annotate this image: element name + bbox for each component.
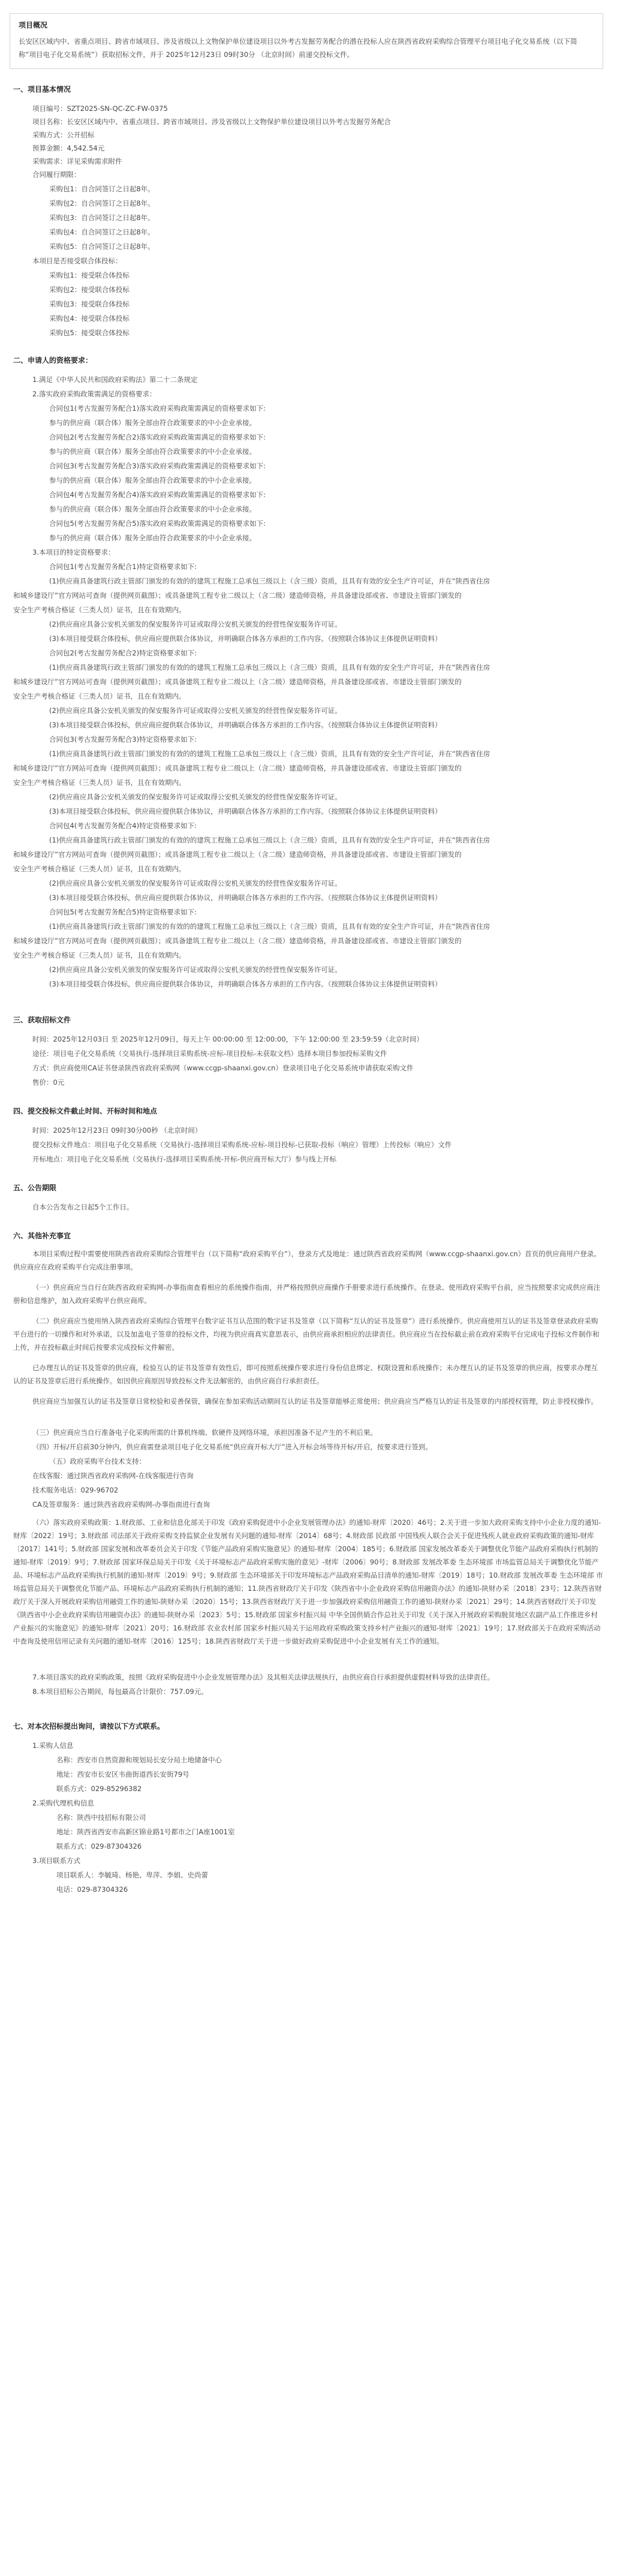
qualification-line: (2)供应商应具备公安机关颁发的保安服务许可证或取得公安机关颁发的经营性保安服务许可证。 (49, 793, 342, 801)
other-matters-paragraph: （一）供应商应当自行在陕西省政府采购网-办事指南查看相应的系统操作指南，并严格按照供应商操作手册要求进行系统操作。在登录、使用政府采购平台前，应当按照要求完成供应商注册和信息维护，加入政府采购平台供应商库。 (13, 1283, 601, 1305)
qualification-line: 2.落实政府采购政策需满足的资格要求： (32, 390, 156, 398)
procurement-policy-paragraph: （六）落实政府采购政策：1.财政部、工业和信息化部关于印发《政府采购促进中小企业发展管理办法》的通知-财库〔2020〕46号；2.关于进一步加大政府采购支持中小企业力度的通知-财库〔2022〕19号；3.财政部 司法部关于政府采购支持监狱企业发展有关问题的通知-财库〔2014〕68号；4.财政部 民政部 中国残疾人联合会关于促进残疾人就业政府采购政策的通知-财库〔2017〕141号；5.财政部 国家发展和改革委员会关于印发《节能产品政府采购实施意见》的通知-财库〔2004〕185号；6.财政部 国家发展改革委关于调整优化节能产品政府采购执行机制的通知-财库〔2019〕9号；7.财政部 国家环保总局关于印发《关于环境标志产品政府采购实施的意见》-财库〔2006〕90号；8.财政部 发展改革委 生态环境部 市场监管总局关于调整优化节能产品、环境标志产品政府采购执行机制的通知-财库〔2019〕9号；9.财政部 生态环境部关于印发环境标志产品政府采购品目清单的通知-财库〔2019〕18号；10.财政部 发展改革委 生态环境部 市场监管总局关于调整优化节能产品、环境标志产品政府采购执行机制的通知；11.陕西省财政厅关于印发《陕西省中小企业政府采购信用融资办法》的通知-陕财办采〔2018〕23号；12.陕西省财政厅关于深入开展政府采购信用融资工作的通知-陕财办采〔2020〕15号；13.陕西省财政厅关于进一步加强政府采购信用融资工作的通知-陕财办采〔2021〕29号；14.陕西省财政厅关于印发《陕西省中小企业政府采购信用融资办法》的通知-陕财办采〔2023〕5号；15.财政部 国家乡村振兴局 中华全国供销合作总社关于印发《关于深入开展政府采购脱贫地区农副产品工作推进乡村产业振兴的实施意见》的通知-财库〔2021〕20号；16.财政部 农业农村部 国家乡村振兴局关于运用政府采购政策支持乡村产业振兴的通知-财库〔2021〕19号；17.财政部关于在政府采购活动中查询及使用信用记录有关问题的通知-财库〔2016〕125号；18.陕西省财政厅关于进一步做好政府采购促进中小企业发展有关工作的通知。 (13, 1518, 603, 1645)
consortium-label: 本项目是否接受联合体投标： (32, 257, 122, 265)
other-matters-line: CA及签章服务：通过陕西省政府采购网-办事指南进行查询 (32, 1500, 210, 1509)
contract-period-item: 采购包5：自合同签订之日起8年。 (49, 242, 155, 251)
qualification-line: (1)供应商具备建筑行政主管部门颁发的有效的的建筑工程施工总承包三级以上（含三级）资质，且具有有效的安全生产许可证，并在“陕西省住房 (49, 922, 490, 931)
qualification-line: (3)本项目接受联合体投标，供应商应提供联合体协议，并明确联合体各方承担的工作内容。（按照联合体协议主体提供证明资料） (49, 721, 442, 729)
contract-period-label: 合同履行期限： (32, 170, 81, 179)
project-number: 项目编号：SZT2025-SN-QC-ZC-FW-0375 (32, 104, 168, 113)
consortium-item: 采购包1：接受联合体投标 (49, 271, 130, 279)
agency-address: 地址：陕西省西安市高新区锦业路1号都市之门A座1001室 (56, 1828, 235, 1836)
section-deadline-title: 四、提交投标文件截止时间、开标时间和地点 (13, 1107, 158, 1115)
qualification-line: 1.满足《中华人民共和国政府采购法》第二十二条规定 (32, 375, 198, 384)
project-name: 项目名称：长安区区域内中、省重点项目、跨省市域项目、涉及省级以上文物保护单位建设项目以外考古发掘劳务配合 (32, 118, 391, 126)
qualification-line: 合同包3(考古发掘劳务配合3)特定资格要求如下: (49, 735, 197, 744)
qualification-line: (3)本项目接受联合体投标，供应商应提供联合体协议，并明确联合体各方承担的工作内容。（按照联合体协议主体提供证明资料） (49, 807, 442, 815)
obtain-price: 售价：0元 (32, 1078, 65, 1087)
qualification-line: 安全生产考核合格证（三类人员）证书，且在有效期内。 (13, 865, 186, 873)
qualification-line: (1)供应商具备建筑行政主管部门颁发的有效的的建筑工程施工总承包三级以上（含三级）资质，且具有有效的安全生产许可证，并在“陕西省住房 (49, 663, 490, 672)
project-overview-text: 长安区区域内中、省重点项目、跨省市域项目、涉及省级以上文物保护单位建设项目以外考古发掘劳务配合的潜在投标人应在陕西省政府采购综合管理平台项目电子化交易系统（以下简称“项目电子化交易系统”）获取招标文件，并于 2025年12月23日 09时30分 （北京时间）前递交投标文件。 (19, 37, 577, 59)
agency-heading: 2.采购代理机构信息 (32, 1799, 94, 1807)
qualification-line: 参与的供应商（联合体）服务全部由符合政策要求的中小企业承接。 (49, 505, 256, 513)
qualification-line: 安全生产考核合格证（三类人员）证书，且在有效期内。 (13, 606, 186, 614)
qualification-line: 参与的供应商（联合体）服务全部由符合政策要求的中小企业承接。 (49, 447, 256, 456)
agency-phone: 联系方式：029-87304326 (56, 1842, 142, 1850)
bid-opening-location: 开标地点：项目电子化交易系统（交易执行-选择项目采购系统-开标-供应商开标大厅）参与线上开标 (32, 1155, 336, 1163)
consortium-item: 采购包2：接受联合体投标 (49, 285, 130, 294)
other-matters-line: （三）供应商应当自行准备电子化采购所需的计算机终端、软硬件及网络环境，承担因准备不足产生的不利后果。 (32, 1428, 377, 1437)
other-matters-paragraph: 已办理互认的证书及签章的供应商，检验互认的证书及签章有效性后，即可按照系统操作要求进行身份信息绑定、权限设置和系统操作；未办理互认的证书及签章的供应商，按要求办理互认的证书及签章后进行系统操作。如因供应商原因导致投标文件无法解密的，由供应商自行承担责任。 (13, 1364, 598, 1385)
qualification-line: (1)供应商具备建筑行政主管部门颁发的有效的的建筑工程施工总承包三级以上（含三级）资质，且具有有效的安全生产许可证，并在“陕西省住房 (49, 577, 490, 585)
qualification-line: 合同包5(考古发掘劳务配合5)落实政府采购政策需满足的资格要求如下: (49, 519, 266, 528)
qualification-line: 参与的供应商（联合体）服务全部由符合政策要求的中小企业承接。 (49, 419, 256, 427)
project-overview-box (10, 13, 603, 69)
agency-name: 名称：陕西中技招标有限公司 (56, 1813, 146, 1822)
purchaser-address: 地址：西安市长安区韦曲街道西长安街79号 (56, 1770, 189, 1778)
qualification-line: (3)本项目接受联合体投标，供应商应提供联合体协议，并明确联合体各方承担的工作内容。（按照联合体协议主体提供证明资料） (49, 893, 442, 902)
obtain-channel: 途径：项目电子化交易系统（交易执行-选择项目采购系统-应标-项目投标-未获取文档）选择本项目参加投标采购文件 (32, 1049, 387, 1058)
purchaser-phone: 联系方式：029-85296382 (56, 1784, 142, 1793)
qualification-line: 和城乡建设厅”官方网站可查询（提供网页截图）；或具备建筑工程专业二级以上（含二级）建造师资格，并具备建设部或省、市建设主管部门颁发的 (13, 678, 462, 686)
qualification-line: 安全生产考核合格证（三类人员）证书，且在有效期内。 (13, 778, 186, 787)
purchaser-name: 名称：西安市自然资源和规划局长安分局土地储备中心 (56, 1756, 222, 1764)
qualification-line: 和城乡建设厅”官方网站可查询（提供网页截图）；或具备建筑工程专业二级以上（含二级）建造师资格，并具备建设部或省、市建设主管部门颁发的 (13, 850, 462, 859)
qualification-line: 3.本项目的特定资格要求： (32, 548, 115, 556)
other-matters-line: （四）开标/开启前30分钟内，供应商需登录项目电子化交易系统“供应商开标大厅”进入开标会场等待开标/开启，按要求进行签到。 (32, 1443, 432, 1451)
qualification-line: 合同包2(考古发掘劳务配合2)特定资格要求如下: (49, 649, 197, 657)
qualification-line: (1)供应商具备建筑行政主管部门颁发的有效的的建筑工程施工总承包三级以上（含三级）资质，且具有有效的安全生产许可证，并在“陕西省住房 (49, 750, 490, 758)
contract-period-item: 采购包1：自合同签订之日起8年。 (49, 185, 155, 193)
other-matters-line: （五）政府采购平台技术支持： (49, 1457, 146, 1465)
qualification-line: 合同包1(考古发掘劳务配合1)特定资格要求如下: (49, 562, 197, 571)
qualification-line: 和城乡建设厅”官方网站可查询（提供网页截图）；或具备建筑工程专业二级以上（含二级）建造师资格，并具备建设部或省、市建设主管部门颁发的 (13, 591, 462, 600)
announcement-period: 自本公告发布之日起5个工作日。 (32, 1203, 134, 1211)
qualification-line: (2)供应商应具备公安机关颁发的保安服务许可证或取得公安机关颁发的经营性保安服务许可证。 (49, 706, 342, 715)
qualification-line: 合同包1(考古发掘劳务配合1)落实政府采购政策需满足的资格要求如下: (49, 404, 266, 413)
section-obtain-documents-title: 三、获取招标文件 (13, 1016, 71, 1024)
consortium-item: 采购包4：接受联合体投标 (49, 314, 130, 323)
qualification-line: 合同包5(考古发掘劳务配合5)特定资格要求如下: (49, 908, 197, 916)
consortium-item: 采购包5：接受联合体投标 (49, 329, 130, 337)
other-matters-paragraph: （二）供应商应当使用纳入陕西省政府采购综合管理平台数字证书互认范围的数字证书及签章（以下简称“互认的证书及签章”）进行系统操作。供应商使用互认的证书及签章登录政府采购平台进行的一切操作和对外承诺，以及加盖电子签章的投标文件，均视为供应商真实意思表示，由供应商承担相应的法律责任。供应商应当在投标截止前在政府采购平台完成电子投标文件制作和上传，并在投标截止时间后按要求完成投标文件解密。 (13, 1317, 600, 1352)
other-matters-paragraph: 本项目采购过程中需要使用陕西省政府采购综合管理平台（以下简称“政府采购平台”），登录方式及地址：通过陕西省政府采购网（www.ccgp-shaanxi.gov.cn）首页的供应商用户登录。供应商应在政府采购平台完成注册事项。 (13, 1250, 601, 1271)
qualification-line: (3)本项目接受联合体投标，供应商应提供联合体协议，并明确联合体各方承担的工作内容。（按照联合体协议主体提供证明资料） (49, 634, 442, 643)
section-qualification-title: 二、申请人的资格要求： (13, 356, 93, 365)
purchaser-heading: 1.采购人信息 (32, 1741, 74, 1750)
qualification-line: 安全生产考核合格证（三类人员）证书，且在有效期内。 (13, 692, 186, 700)
qualification-line: 参与的供应商（联合体）服务全部由符合政策要求的中小企业承接。 (49, 534, 256, 542)
procurement-demand: 采购需求：详见采购需求附件 (32, 157, 122, 165)
section-contact-title: 七、对本次招标提出询问，请按以下方式联系。 (13, 1722, 165, 1731)
deadline-time: 时间：2025年12月23日 09时30分00秒 （北京时间） (32, 1126, 202, 1134)
other-matters-line: 7.本项目落实的政府采购政策，按照《政府采购促进中小企业发展管理办法》及其相关法律法规执行，由供应商自行承担提供虚假材料导致的法律责任。 (32, 1673, 494, 1681)
qualification-line: 合同包4(考古发掘劳务配合4)特定资格要求如下: (49, 821, 197, 830)
submission-location: 提交投标文件地点：项目电子化交易系统（交易执行-选择项目采购系统-应标-项目投标-已获取-投标（响应）管理）上传投标（响应）文件 (32, 1140, 452, 1149)
qualification-line: 合同包4(考古发掘劳务配合4)落实政府采购政策需满足的资格要求如下: (49, 490, 266, 499)
procurement-method: 采购方式：公开招标 (32, 131, 95, 139)
budget-amount: 预算金额：4,542.54元 (32, 144, 105, 152)
qualification-line: 和城乡建设厅”官方网站可查询（提供网页截图）；或具备建筑工程专业二级以上（含二级）建造师资格，并具备建设部或省、市建设主管部门颁发的 (13, 937, 462, 945)
section-announcement-period-title: 五、公告期限 (13, 1184, 57, 1192)
max-price-line: 8.本项目招标公告期间，每包最高合计限价：757.09元。 (32, 1687, 208, 1696)
consortium-item: 采购包3：接受联合体投标 (49, 300, 130, 308)
contact-heading: 3.项目联系方式 (32, 1856, 80, 1865)
obtain-time: 时间：2025年12月03日 至 2025年12月09日，每天上午 00:00:00 至 12:00:00，下午 12:00:00 至 23:59:59（北京时间） (32, 1035, 423, 1043)
qualification-line: (3)本项目接受联合体投标，供应商应提供联合体协议，并明确联合体各方承担的工作内容。（按照联合体协议主体提供证明资料） (49, 980, 442, 988)
other-matters-line: 技术服务电话：029-96702 (32, 1486, 119, 1494)
project-overview-title: 项目概况 (19, 21, 48, 29)
qualification-line: 安全生产考核合格证（三类人员）证书，且在有效期内。 (13, 951, 186, 959)
contract-period-item: 采购包4：自合同签订之日起8年。 (49, 228, 155, 236)
contact-people: 项目联系人：李毓琦、杨艳、卑萍、李娟、史尚蕾 (56, 1871, 208, 1879)
qualification-line: (2)供应商应具备公安机关颁发的保安服务许可证或取得公安机关颁发的经营性保安服务许可证。 (49, 879, 342, 887)
qualification-line: 合同包2(考古发掘劳务配合2)落实政府采购政策需满足的资格要求如下: (49, 433, 266, 441)
qualification-line: 和城乡建设厅”官方网站可查询（提供网页截图）；或具备建筑工程专业二级以上（含二级）建造师资格，并具备建设部或省、市建设主管部门颁发的 (13, 764, 462, 772)
contact-phone: 电话：029-87304326 (56, 1885, 128, 1894)
qualification-line: 合同包3(考古发掘劳务配合3)落实政府采购政策需满足的资格要求如下: (49, 462, 266, 470)
qualification-line: 参与的供应商（联合体）服务全部由符合政策要求的中小企业承接。 (49, 476, 256, 484)
section-other-matters-title: 六、其他补充事宜 (13, 1232, 71, 1240)
qualification-line: (2)供应商应具备公安机关颁发的保安服务许可证或取得公安机关颁发的经营性保安服务许可证。 (49, 965, 342, 974)
qualification-line: (2)供应商应具备公安机关颁发的保安服务许可证或取得公安机关颁发的经营性保安服务许可证。 (49, 620, 342, 628)
contract-period-item: 采购包2：自合同签订之日起8年。 (49, 199, 155, 207)
other-matters-paragraph: 供应商应当加强互认的证书及签章日常校验和妥善保管，确保在参加采购活动期间互认的证书及签章能够正常使用；供应商应当严格互认的证书及签章的内部授权管理，防止非授权操作。 (32, 1397, 598, 1406)
other-matters-line: 在线客服：通过陕西省政府采购网-在线客服进行咨询 (32, 1471, 194, 1480)
obtain-method: 方式：供应商使用CA证书登录陕西省政府采购网（www.ccgp-shaanxi.gov.cn）登录项目电子化交易系统申请获取采购文件 (32, 1064, 414, 1072)
section-project-basic-info-title: 一、项目基本情况 (13, 85, 71, 94)
contract-period-item: 采购包3：自合同签订之日起8年。 (49, 213, 155, 222)
qualification-line: (1)供应商具备建筑行政主管部门颁发的有效的的建筑工程施工总承包三级以上（含三级）资质，且具有有效的安全生产许可证，并在“陕西省住房 (49, 836, 490, 844)
